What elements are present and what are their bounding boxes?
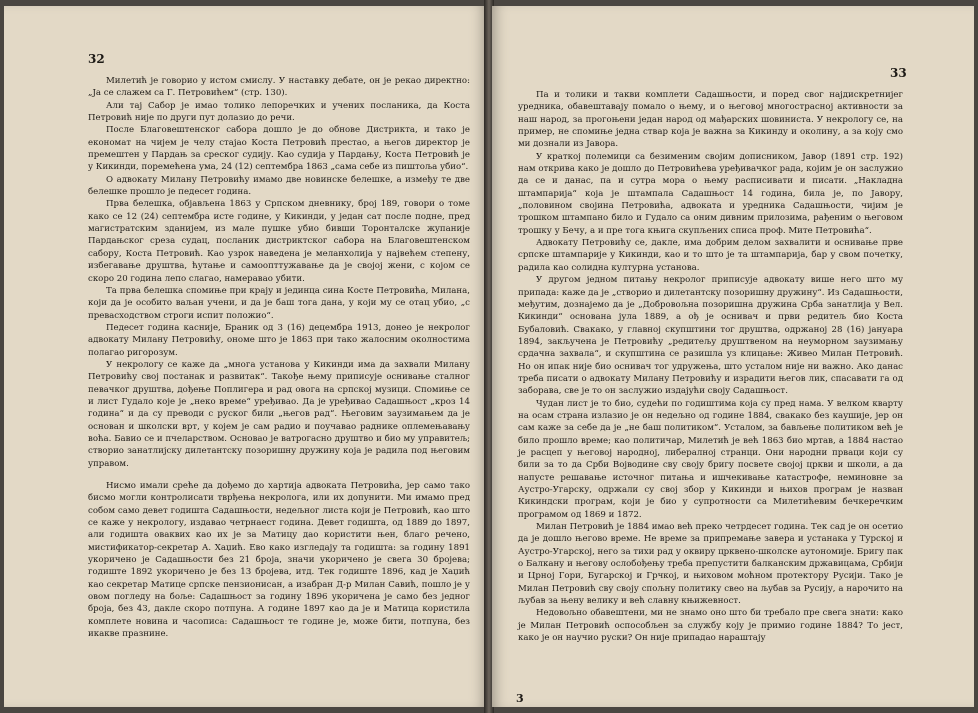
right-page: [492, 6, 974, 707]
right-page-text: [518, 89, 903, 644]
paragraph: Чудан лист је то био, судећи по годиштима која су пред нама. У велком кварту на осам страна излазио је он недељно од године 1884, свакако без каушије, јер он сам каже за себе да је „не баш политиком“. Усталом, за бављење политиком већ је било прошло време; као политичар, Милетић је већ 1863 био мртав, а 1884 настао је расцеп у његовој народној, либералној странци. Они народни прваци који су били за то да Срби Војводине сву своју бригу посвете својој цркви и школи, а да напусте решавање источног питања и ишчекивање катастрофе, неминовне за Аустро-Угарску, одржали су свој збор у Кикинди и њихов програм је назван Кикиндски програм, који је био у супротности са Милетићевим бечкеречким програмом од 1869 и 1872.: [518, 398, 903, 520]
paragraph: Педесет година касније, Браник од 3 (16) децембра 1913, донео је некролог адвокату Милану Петровићу, ономе што је 1863 при тако жалосним околностима полагао ригорозум.: [88, 322, 470, 358]
paragraph: Милетић је говорио у истом смислу. У наставку дебате, он је рекао директно: „Ја се слажем са Г. Петровићем“ (стр. 130).: [88, 76, 470, 99]
paragraph: Недовољно обавештени, ми не знамо оно што би требало пре свега знати: како је Милан Петровић оспособљен за службу коју је примио године 1884? То јест, како је он научио руски? Он није припадао нараштају: [518, 608, 903, 644]
paragraph: Прва белешка, објављена 1863 у Српском дневнику, број 189, говори о томе како се 12 (24) септембра исте године, у Кикинди, у један сат после подне, пред магистратским зданијем, из мале пушке убио бивши Торонталске жупаније Пардањског среза судац, посланик дистриктског сабора на Благовештенском сабору, Коста Петровић. Као узрок наведена је меланхолија у највећем степену, избегавање друштва, ћутање и самоопттужавање да је својој жени, с којом се скоро 20 година лепо слагао, намеравао убити.: [88, 199, 470, 284]
paragraph: Та прва белешка спомиње при крају и јединца сина Косте Петровића, Милана, који да је особито ваљан учени, и да је баш тога дана, у који му се отац убио, „с превасходством строги испит положио“.: [88, 285, 470, 321]
signature-mark: 3: [516, 692, 524, 705]
paragraph: У другом једном питању некролог приписује адвокату више него што му припада: каже да је „створио и дилетантску позоришну дружину“. Из Садашњости, међутим, дознајемо да је „Добровољна позоришна дружина Срба занатлија у Вел. Кикинди“ основана јула 1889, а ођ је оснивач и први редитељ био Коста Бубаловић. Свакако, у главној скупштини тог друштва, одржаној 28 (16) јануара 1894, закључена је Петровићу „редитељу друштвеном на неуморном заузимању срдачна захвала“, и скупштина се разишла уз клицање: Живео Милан Петровић. Но он ипак није био оснивач тог удружења, што усталом није ни важно. Ако данас треба писати о адвокату Милану Петровићу и израдити његов лик, спасавати га од заборава, све је то он заслужио издајући своју Садашњост.: [518, 275, 903, 397]
paragraph: У краткој полемици са безименим својим дописником, Јавор (1891 стр. 192) нам открива како је дошло до Петровићева уређивачког рада, којим је он заслужио да се и данас, па и сутра мора о њему расписивати и писати. „Накладна штампарија“ која је штампала Садашњост 14 година, била је, по Јавору, „половином својина Петровића, адвоката и уредника Садашњости, чијим је трошком штампано било и Гудало са оним дивним прилозима, рађеним о његовом трошку у Бечу, а и пре тога књига скупљених списа проф. Мите Петровића“.: [518, 151, 903, 236]
left-page-text: [88, 75, 470, 640]
paragraph: Али тај Сабор је имао толико лепоречких и учених посланика, да Коста Петровић није по други пут долазио до речи.: [88, 100, 470, 124]
paragraph: После Благовештенског сабора дошло је до обнове Дистрикта, и тако је економат на чијем је челу стајао Коста Петровић престао, а његов директор је премештен у Пардањ за среског судију. Као судија у Пардању, Коста Петровић је у Кикинди, поремећена ума, 24 (12) септембра 1863 „сама себе из пиштоља убио“.: [88, 125, 470, 173]
paragraph: Нисмо имали среће да дођемо до хартија адвоката Петровића, јер само тако бисмо могли контролисати тврђења некролога, или их допунити. Ми имамо пред собом само девет годишта Садашњости, недељног листа који је Петровић, као што се каже у некрологу, издавао четрнаест година. Девет годишта, од 1889 до 1897, али годишта оваквих као их је за Матицу дао користити њен, благо речено, мистификатор-секретар А. Хаџић. Ево како изгледају та годишта: за годину 1891 укоричено је Садашњости без 21 броја, значи укоричено је свега 30 бројева; годиште 1892 укоричено је без 13 бројева, итд. Тек годиште 1896, кад је Хаџић као секретар Матице српске пензионисан, а изабран Д-р Милан Савић, пошло је у овом погледу на боље: Садашњост за годину 1896 укоричена је само без једног броја, без 43, дакле скоро потпуна. А године 1897 као да је и Матица користила комплете новина и часописа: Садашњост те године је, може бити, потпуна, без икакве празнине.: [88, 481, 470, 640]
paragraph: У некрологу се каже да „многа установа у Кикинди има да захвали Милану Петровићу свој постанак и развитак“. Такође њему приписује оснивање сталног певачког друштва, дођење Поплигера и рад овога на српској музици. Спомиње се и лист Гудало које је „неко време“ уређивао. Да је уређивао Садашњост „кроз 14 година“ и да су преводи с руског били „његов рад“. Његовим заузимањем да је основан и школски врт, у којем је сам радио и поучавао раднике оплемењавању воћа. Бавио се и пчеларством. Основао је ватрогасно друштво и био му управитељ; створио занатлијску дилетантску позоришну дружину која је радила под његовим управом.: [88, 359, 470, 469]
paragraph: Милан Петровић је 1884 имао већ преко четрдесет година. Тек сад је он осетио да је дошло његово време. Не време за припремање завера и устанака у Турској и Аустро-Угарској, него за тихи рад у оквиру црквено-школске аутономије. Бригу пак о Балкану и његову ослобођењу треба препустити балканским државицама, Србији и Црној Гори, Бугарској и Грчкој, и њиховом моћном протектору Русији. Тако је Милан Петровић сву своју спољну политику свео на љубав за Русију, а нарочито на љубав за њену велику и већ славну књижевност.: [518, 522, 903, 607]
page-number: 32: [88, 52, 105, 66]
paragraph: О адвокату Милану Петровићу имамо две новинске белешке, а између те две белешке прошло је педесет година.: [88, 174, 470, 198]
page-number: 33: [890, 66, 907, 80]
paragraph: Адвокату Петровићу се, дакле, има добрим делом захвалити и оснивање прве српске штампарије у Кикинди, као и то што је та штампарија, бар у свом почетку, радила као солидна културна установа.: [518, 238, 903, 273]
paragraph: Па и толики и такви комплети Садашњости, и поред свог најдискретнијег уредника, обавештавају помало о њему, и о његовој многострасној активности за наш народ, за прогоњени један народ од мађарских шовиниста. У некрологу се, на пример, не спомиње једна ствар која је важна за Кикинду и околину, а за коју смо ми дознали из Јавора.: [518, 90, 903, 150]
left-page: [4, 6, 486, 707]
